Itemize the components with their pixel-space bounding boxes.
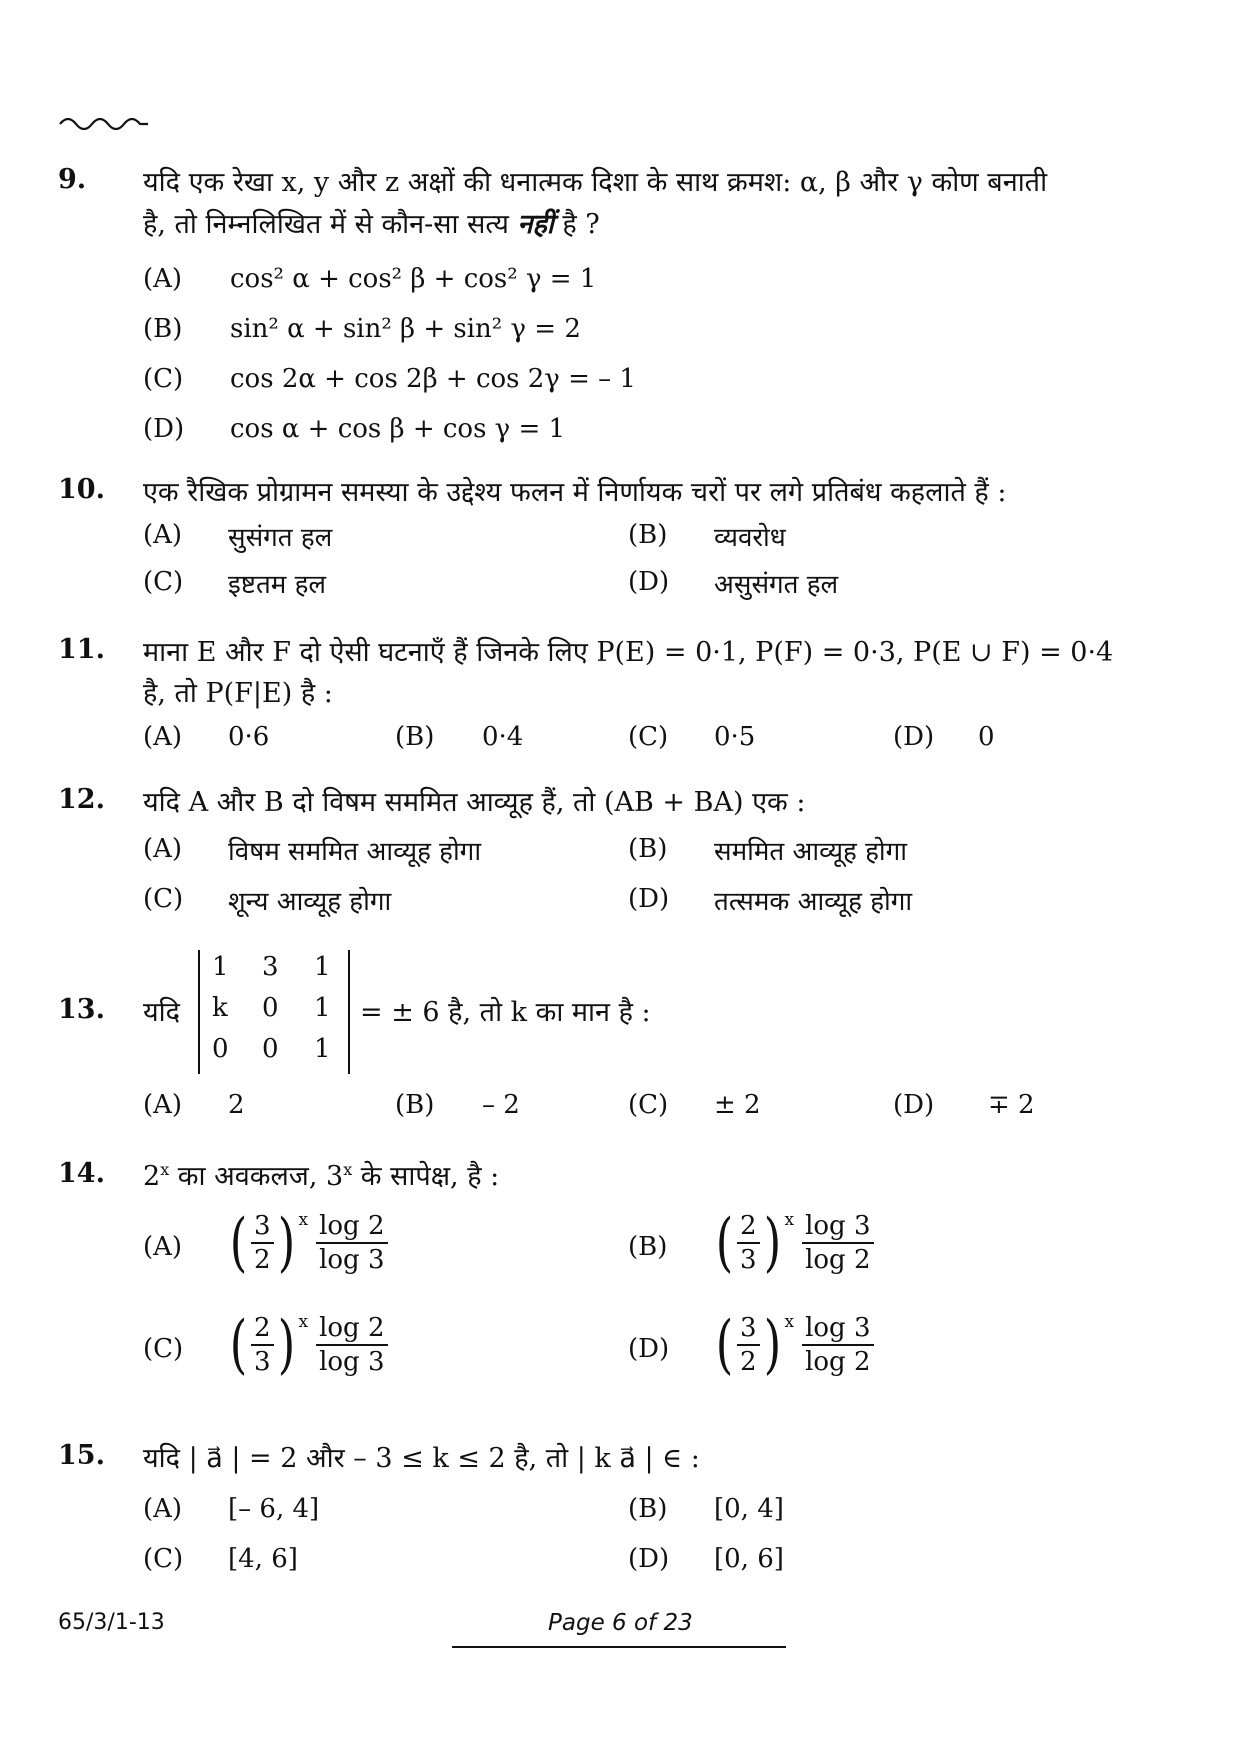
option-label: (B): [395, 722, 435, 752]
option-text: [0, 4]: [714, 1494, 784, 1524]
option-label: (D): [893, 1090, 935, 1120]
option-label: (A): [143, 264, 183, 294]
exponent: x: [298, 1210, 309, 1230]
fraction-denominator: log 3: [319, 1347, 385, 1377]
option-label: (C): [628, 1090, 669, 1120]
question-text: यदि A और B दो विषम सममित आव्यूह हैं, तो (AB + BA) एक :: [143, 787, 806, 818]
fraction-numerator: log 2: [316, 1210, 387, 1244]
question-text-part: के सापेक्ष, है :: [352, 1161, 500, 1192]
option-text: cos 2α + cos 2β + cos 2γ = – 1: [230, 364, 636, 394]
option-text: 0: [978, 722, 995, 752]
question-number: 9.: [58, 164, 87, 195]
page-number: Page 6 of 23: [548, 1610, 693, 1636]
wavy-line-decoration: [58, 112, 150, 132]
question-number: 12.: [58, 784, 105, 815]
fraction-numerator: 3: [737, 1312, 760, 1346]
det-cell: 1: [314, 993, 331, 1023]
question-text: माना E और F दो ऐसी घटनाएँ हैं जिनके लिए P(E) = 0·1, P(F) = 0·3, P(E ∪ F) = 0·4: [143, 637, 1114, 668]
option-label: (C): [143, 1334, 184, 1364]
option-text: शून्य आव्यूह होगा: [228, 887, 392, 917]
fraction-numerator: 2: [251, 1312, 274, 1346]
fraction: [251, 1312, 274, 1378]
fraction: [251, 1210, 274, 1276]
option-text: – 2: [482, 1090, 520, 1120]
det-cell: 1: [212, 952, 229, 982]
option-label: (C): [143, 567, 184, 597]
option-label: (C): [628, 722, 669, 752]
option-label: (B): [628, 1232, 668, 1262]
option-label: (B): [628, 520, 668, 550]
option-text: व्यवरोध: [714, 523, 786, 553]
option-label: (B): [628, 1494, 668, 1524]
option-text: ± 2: [714, 1090, 761, 1120]
option-math: [712, 1308, 874, 1382]
option-text: ∓ 2: [988, 1090, 1035, 1120]
option-label: (D): [628, 1334, 670, 1364]
det-cell: 0: [212, 1034, 229, 1064]
question-number: 13.: [58, 994, 105, 1025]
paper-code: 65/3/1-13: [58, 1610, 165, 1635]
option-label: (A): [143, 520, 183, 550]
exponent: x: [343, 1160, 353, 1179]
question-text-part: का अवकलज,: [169, 1161, 326, 1192]
fraction-denominator: log 2: [805, 1347, 871, 1377]
option-text: 0·4: [482, 722, 524, 752]
fraction-denominator: log 3: [319, 1245, 385, 1275]
option-label: (A): [143, 1232, 183, 1262]
fraction-numerator: 3: [251, 1210, 274, 1244]
exponent: x: [160, 1160, 170, 1179]
option-label: (D): [143, 414, 185, 444]
det-cell: k: [212, 993, 228, 1023]
option-label: (D): [628, 884, 670, 914]
exponent: x: [784, 1210, 795, 1230]
det-cell: 0: [262, 993, 279, 1023]
option-math: [712, 1206, 874, 1280]
fraction-denominator: 3: [253, 1347, 271, 1377]
left-paren: (: [229, 1308, 248, 1382]
det-cell: 1: [314, 952, 331, 982]
fraction-numerator: log 3: [802, 1312, 873, 1346]
right-paren: ): [277, 1206, 295, 1280]
question-number: 11.: [58, 634, 105, 665]
option-label: (A): [143, 722, 183, 752]
right-paren: ): [763, 1206, 781, 1280]
det-cell: 0: [262, 1034, 279, 1064]
question-text: यदि | a⃗ | = 2 और – 3 ≤ k ≤ 2 है, तो | k a⃗ | ∈ :: [143, 1443, 700, 1474]
option-label: (A): [143, 834, 183, 864]
fraction-denominator: log 2: [805, 1245, 871, 1275]
option-text: सममित आव्यूह होगा: [714, 837, 908, 867]
option-label: (A): [143, 1090, 183, 1120]
footer-rule: [452, 1646, 786, 1648]
option-text: 0·6: [228, 722, 270, 752]
option-text: असुसंगत हल: [714, 570, 839, 600]
option-label: (B): [395, 1090, 435, 1120]
fraction-denominator: 2: [739, 1347, 757, 1377]
question-prefix: यदि: [143, 997, 180, 1028]
option-text: सुसंगत हल: [228, 523, 333, 553]
option-label: (C): [143, 884, 184, 914]
option-text: 0·5: [714, 722, 756, 752]
fraction: [802, 1210, 873, 1276]
option-label: (D): [893, 722, 935, 752]
question-number: 15.: [58, 1440, 105, 1471]
question-text: यदि एक रेखा x, y और z अक्षों की धनात्मक दिशा के साथ क्रमश: α, β और γ कोण बनाती: [143, 167, 1048, 198]
option-math: [226, 1206, 388, 1280]
option-text: [0, 6]: [714, 1544, 784, 1574]
fraction: [737, 1312, 760, 1378]
fraction-denominator: 2: [253, 1245, 271, 1275]
determinant: [198, 950, 350, 1074]
option-text: sin² α + sin² β + sin² γ = 2: [230, 314, 581, 344]
option-label: (B): [628, 834, 668, 864]
question-text-line2: है, तो P(F|E) है :: [143, 678, 333, 709]
right-paren: ): [277, 1308, 295, 1382]
option-label: (B): [143, 314, 183, 344]
question-text-part: है, तो निम्नलिखित में से कौन-सा सत्य: [143, 209, 509, 240]
question-number: 10.: [58, 474, 105, 505]
det-cell: 1: [314, 1034, 331, 1064]
fraction: [316, 1210, 387, 1276]
question-text: [143, 1156, 499, 1193]
left-paren: (: [229, 1206, 248, 1280]
option-text: इष्टतम हल: [228, 570, 327, 600]
exponent: x: [784, 1312, 795, 1332]
fraction: [737, 1210, 760, 1276]
question-text-line2: [143, 204, 600, 241]
option-text: [– 6, 4]: [228, 1494, 320, 1524]
det-cell: 3: [262, 952, 279, 982]
fraction-numerator: log 2: [316, 1312, 387, 1346]
exponent: x: [298, 1312, 309, 1332]
fraction: [802, 1312, 873, 1378]
left-paren: (: [715, 1206, 734, 1280]
option-text: [4, 6]: [228, 1544, 298, 1574]
question-text-part: है ?: [562, 209, 600, 240]
left-paren: (: [715, 1308, 734, 1382]
option-label: (D): [628, 1544, 670, 1574]
question-text: एक रैखिक प्रोग्रामन समस्या के उद्देश्य फलन में निर्णायक चरों पर लगे प्रतिबंध कहलाते हैं :: [143, 477, 1007, 508]
right-paren: ): [763, 1308, 781, 1382]
option-text: तत्समक आव्यूह होगा: [714, 887, 913, 917]
option-label: (C): [143, 364, 184, 394]
option-label: (C): [143, 1544, 184, 1574]
fraction-numerator: log 3: [802, 1210, 873, 1244]
option-label: (D): [628, 567, 670, 597]
base-value: 2: [143, 1161, 161, 1192]
fraction-denominator: 3: [739, 1245, 757, 1275]
base-value: 3: [326, 1161, 344, 1192]
option-text: cos² α + cos² β + cos² γ = 1: [230, 264, 597, 294]
option-text: 2: [228, 1090, 245, 1120]
emphasis-text: नहीं: [517, 209, 554, 240]
fraction-numerator: 2: [737, 1210, 760, 1244]
fraction: [316, 1312, 387, 1378]
question-number: 14.: [58, 1158, 105, 1189]
option-text: cos α + cos β + cos γ = 1: [230, 414, 566, 444]
option-text: विषम सममित आव्यूह होगा: [228, 837, 482, 867]
option-math: [226, 1308, 388, 1382]
option-label: (A): [143, 1494, 183, 1524]
question-suffix: = ± 6 है, तो k का मान है :: [360, 997, 651, 1028]
